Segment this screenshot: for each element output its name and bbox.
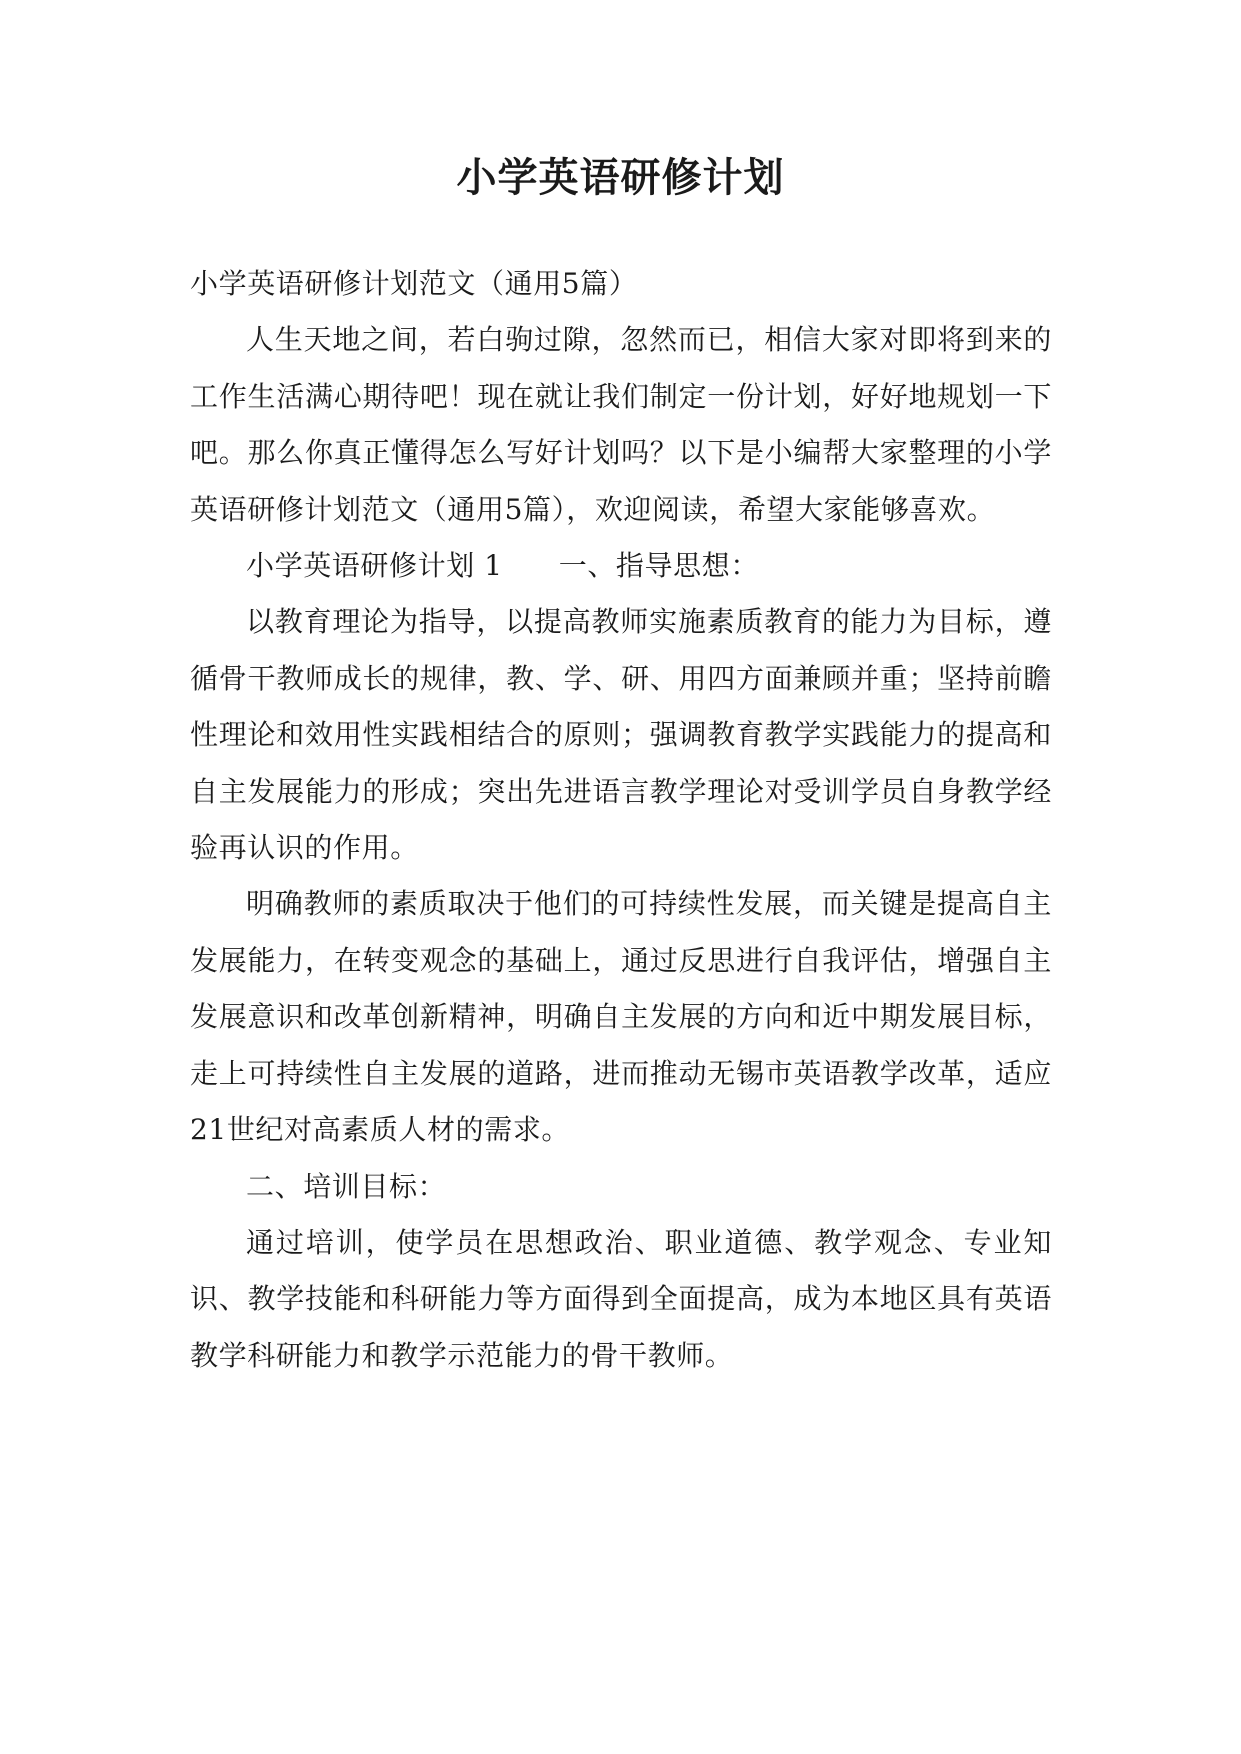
section-1-sub-heading: 一、指导思想： [558, 549, 759, 583]
guiding-thought-paragraph: 以教育理论为指导，以提高教师实施素质教育的能力为目标，遵循骨干教师成长的规律，教、学、研、用四方面兼顾并重；坚持前瞻性理论和效用性实践相结合的原则；强调教育教学实践能力的提高和自主发展能力的形成；突出先进语言教学理论对受训学员自身教学经验再认识的作用。 [190, 605, 1052, 865]
section-1-heading-line [190, 538, 1052, 594]
teacher-development-paragraph: 明确教师的素质取决于他们的可持续性发展，而关键是提高自主发展能力，在转变观念的基础上，通过反思进行自我评估，增强自主发展意识和改革创新精神，明确自主发展的方向和近中期发展目标，走上可持续性自主发展的道路，进而推动无锡市英语教学改革，适应21世纪对高素质人材的需求。 [190, 887, 1052, 1147]
document-body [190, 256, 1052, 1384]
document-subtitle: 小学英语研修计划范文（通用5篇） [190, 267, 638, 300]
section-1-heading: 小学英语研修计划 1 [246, 549, 503, 583]
intro-paragraph: 人生天地之间，若白驹过隙，忽然而已，相信大家对即将到来的工作生活满心期待吧！现在就让我们制定一份计划，好好地规划一下吧。那么你真正懂得怎么写好计划吗？以下是小编帮大家整理的小学英语研修计划范文（通用5篇），欢迎阅读，希望大家能够喜欢。 [190, 323, 1052, 526]
document-title: 小学英语研修计划 [456, 155, 785, 201]
training-goals-paragraph: 通过培训，使学员在思想政治、职业道德、教学观念、专业知识、教学技能和科研能力等方面得到全面提高，成为本地区具有英语教学科研能力和教学示范能力的骨干教师。 [190, 1225, 1052, 1372]
training-goals-heading: 二、培训目标： [246, 1169, 447, 1203]
